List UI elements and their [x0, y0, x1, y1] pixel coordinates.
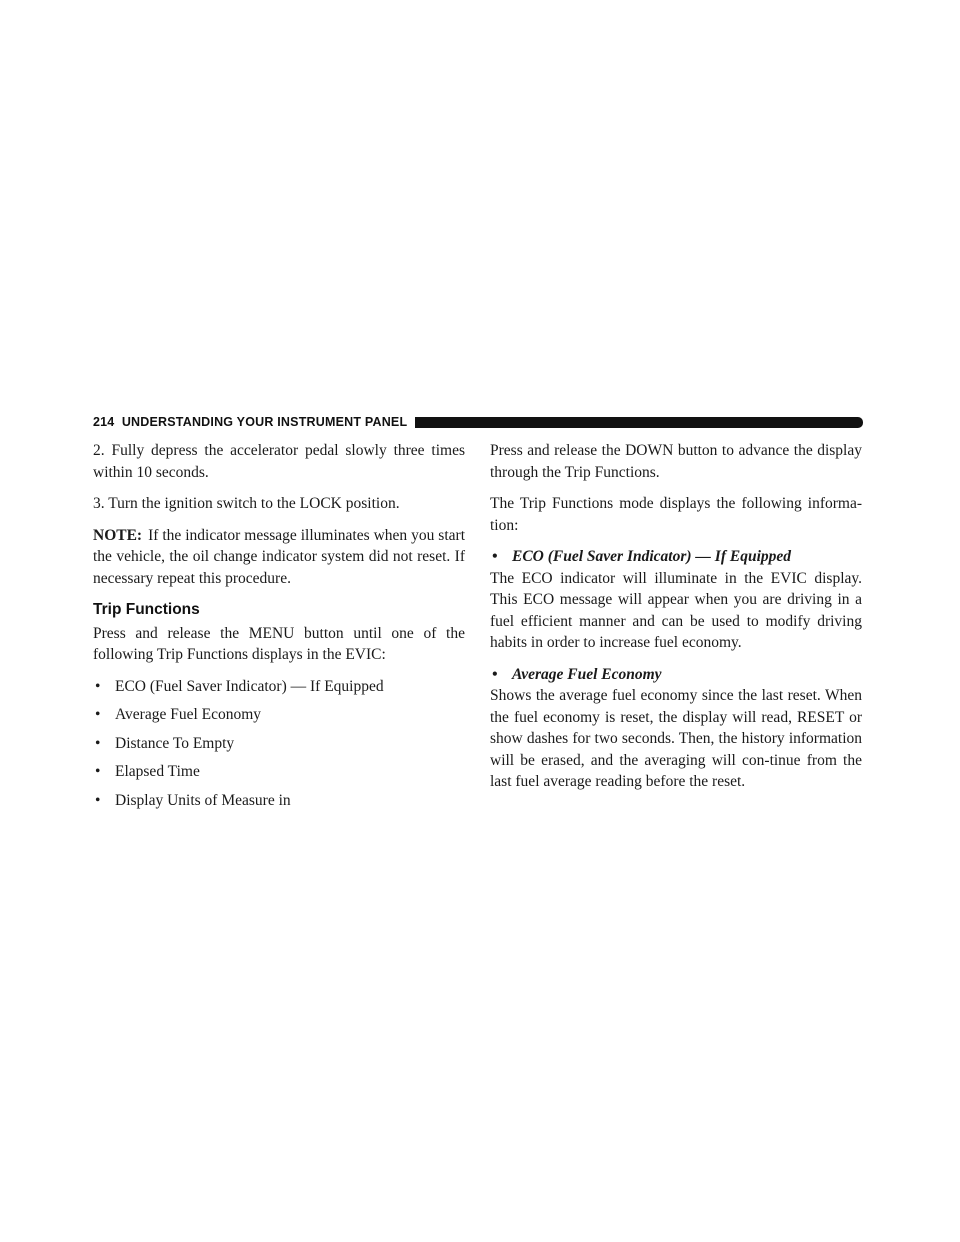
list-item-text: Distance To Empty	[115, 734, 235, 752]
bullet-icon: •	[95, 734, 101, 752]
note-label: NOTE:	[93, 526, 143, 544]
page-number: 214	[93, 415, 115, 429]
eco-heading	[490, 546, 862, 568]
list-item-text: ECO (Fuel Saver Indicator) — If Equipped	[115, 677, 384, 695]
right-column	[490, 440, 862, 803]
list-item	[93, 761, 465, 783]
eco-heading-text: ECO (Fuel Saver Indicator) — If Equipped	[512, 548, 792, 565]
average-fuel-economy-heading-text: Average Fuel Economy	[512, 665, 662, 683]
bullet-icon: •	[95, 791, 101, 809]
header-text	[93, 415, 415, 429]
bullet-icon: •	[95, 677, 101, 695]
trip-intro: Press and release the MENU button until one of the following Trip Functions displays in the EVIC:	[93, 624, 465, 663]
bullet-icon: •	[95, 763, 101, 780]
list-item	[93, 733, 465, 755]
section-heading-trip-functions: Trip Functions	[93, 601, 200, 618]
trip-function-list	[93, 676, 465, 812]
step-2: 2. Fully depress the accelerator pedal slowly three times within 10 seconds.	[93, 442, 465, 481]
list-item	[93, 704, 465, 726]
eco-description: The ECO indicator will illuminate in the EVIC display. This ECO message will appear when you are driving in a fuel efficient manner and can be used to modify driving habits in order to increase fuel economy.	[490, 569, 862, 651]
average-fuel-economy-heading	[490, 664, 862, 686]
list-item-text: Elapsed Time	[115, 763, 200, 780]
list-item	[93, 676, 465, 698]
step-3: 3. Turn the ignition switch to the LOCK position.	[93, 495, 400, 512]
bullet-icon: •	[492, 548, 498, 565]
note	[93, 525, 465, 590]
average-fuel-economy-description: Shows the average fuel economy since the last reset. When the fuel economy is reset, the display will read, RESET or show dashes for two seconds. Then, the history information will be erased, and the averaging will con-tinue from the last fuel average reading before the reset.	[490, 687, 862, 790]
bullet-icon: •	[95, 706, 101, 723]
chapter-title: UNDERSTANDING YOUR INSTRUMENT PANEL	[121, 415, 408, 429]
left-column	[93, 440, 465, 818]
list-item-text: Display Units of Measure in	[115, 791, 291, 809]
bullet-icon: •	[492, 665, 498, 683]
list-item-text: Average Fuel Economy	[115, 706, 262, 723]
list-item	[93, 790, 465, 812]
down-button-paragraph: Press and release the DOWN button to advance the display through the Trip Functions.	[490, 442, 862, 481]
header-rule	[415, 417, 863, 428]
trip-mode-paragraph: The Trip Functions mode displays the following informa-tion:	[490, 495, 862, 534]
note-text: If the indicator message illuminates when you start the vehicle, the oil change indicator system did not reset. If necessary repeat this procedure.	[93, 526, 465, 587]
page-header	[93, 414, 863, 430]
